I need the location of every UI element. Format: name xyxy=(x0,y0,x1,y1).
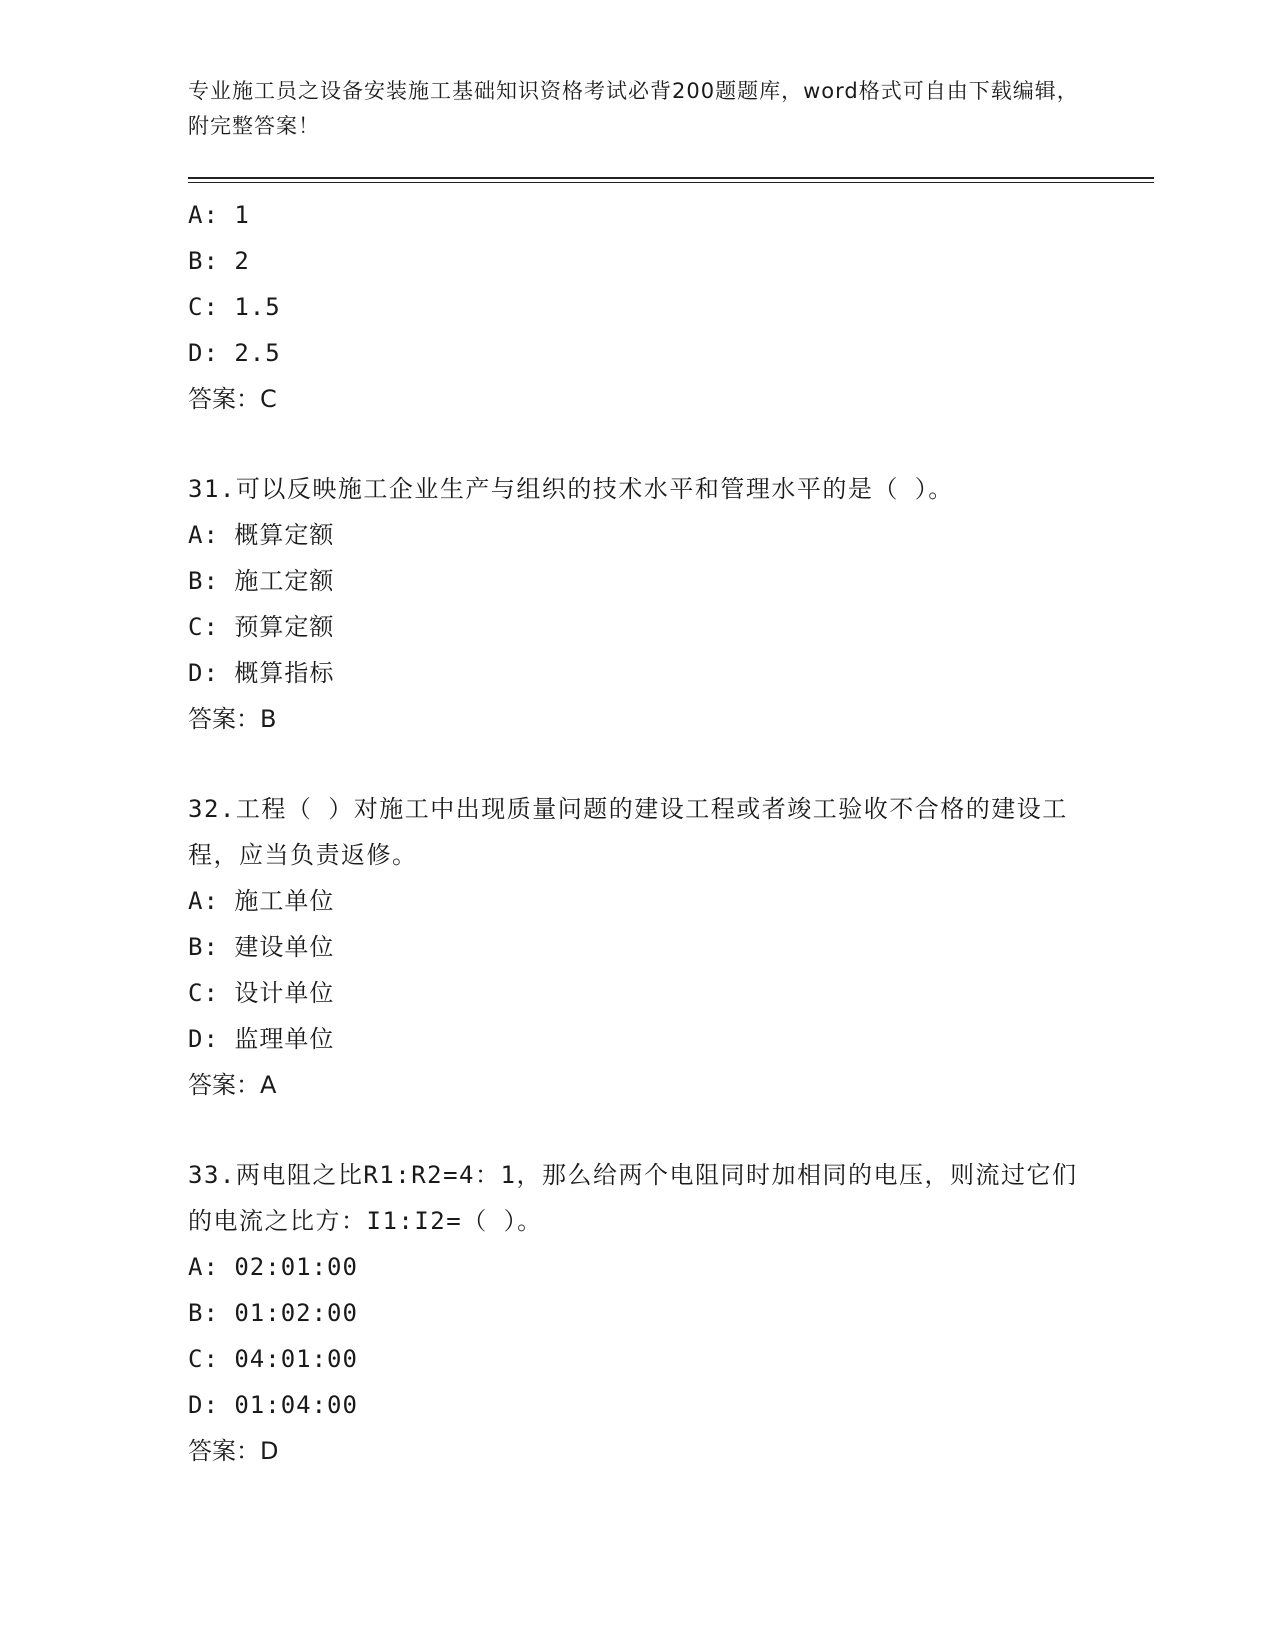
option-b: B: 01:02:00 xyxy=(188,1299,358,1327)
question-stem: 32.工程（ ）对施工中出现质量问题的建设工程或者竣工验收不合格的建设工程，应当负责返修。 xyxy=(188,795,1068,869)
option-c: C: 1.5 xyxy=(188,293,281,321)
option-d: D: 2.5 xyxy=(188,339,281,367)
answer-line: 答案：D xyxy=(188,1437,279,1465)
question-list xyxy=(188,192,1088,1474)
header-divider-thick xyxy=(188,177,1154,179)
header-divider-thin xyxy=(188,182,1154,183)
option-b: B: 2 xyxy=(188,247,250,275)
question-stem: 33.两电阻之比R1:R2=4：1，那么给两个电阻同时加相同的电压，则流过它们的电流之比方：I1:I2=（ ）。 xyxy=(188,1161,1078,1235)
option-a: A: 1 xyxy=(188,201,250,229)
answer-line: 答案：B xyxy=(188,705,277,733)
option-d: D: 概算指标 xyxy=(188,659,335,687)
option-a: A: 02:01:00 xyxy=(188,1253,358,1281)
question-stem: 31.可以反映施工企业生产与组织的技术水平和管理水平的是（ ）。 xyxy=(188,475,954,503)
option-d: D: 监理单位 xyxy=(188,1025,335,1053)
option-c: C: 预算定额 xyxy=(188,613,335,641)
document-header: 专业施工员之设备安装施工基础知识资格考试必背200题题库，word格式可自由下载编辑，附完整答案！ xyxy=(188,79,1079,138)
option-c: C: 04:01:00 xyxy=(188,1345,358,1373)
question-block xyxy=(188,1152,1088,1474)
question-block xyxy=(188,192,1088,422)
option-a: A: 概算定额 xyxy=(188,521,335,549)
question-spacer xyxy=(188,742,1088,786)
option-b: B: 施工定额 xyxy=(188,567,335,595)
answer-line: 答案：C xyxy=(188,385,277,413)
question-block xyxy=(188,466,1088,742)
question-spacer xyxy=(188,1108,1088,1152)
question-block xyxy=(188,786,1088,1108)
option-a: A: 施工单位 xyxy=(188,887,335,915)
option-c: C: 设计单位 xyxy=(188,979,335,1007)
option-b: B: 建设单位 xyxy=(188,933,335,961)
option-d: D: 01:04:00 xyxy=(188,1391,358,1419)
answer-line: 答案：A xyxy=(188,1071,277,1099)
question-spacer xyxy=(188,422,1088,466)
